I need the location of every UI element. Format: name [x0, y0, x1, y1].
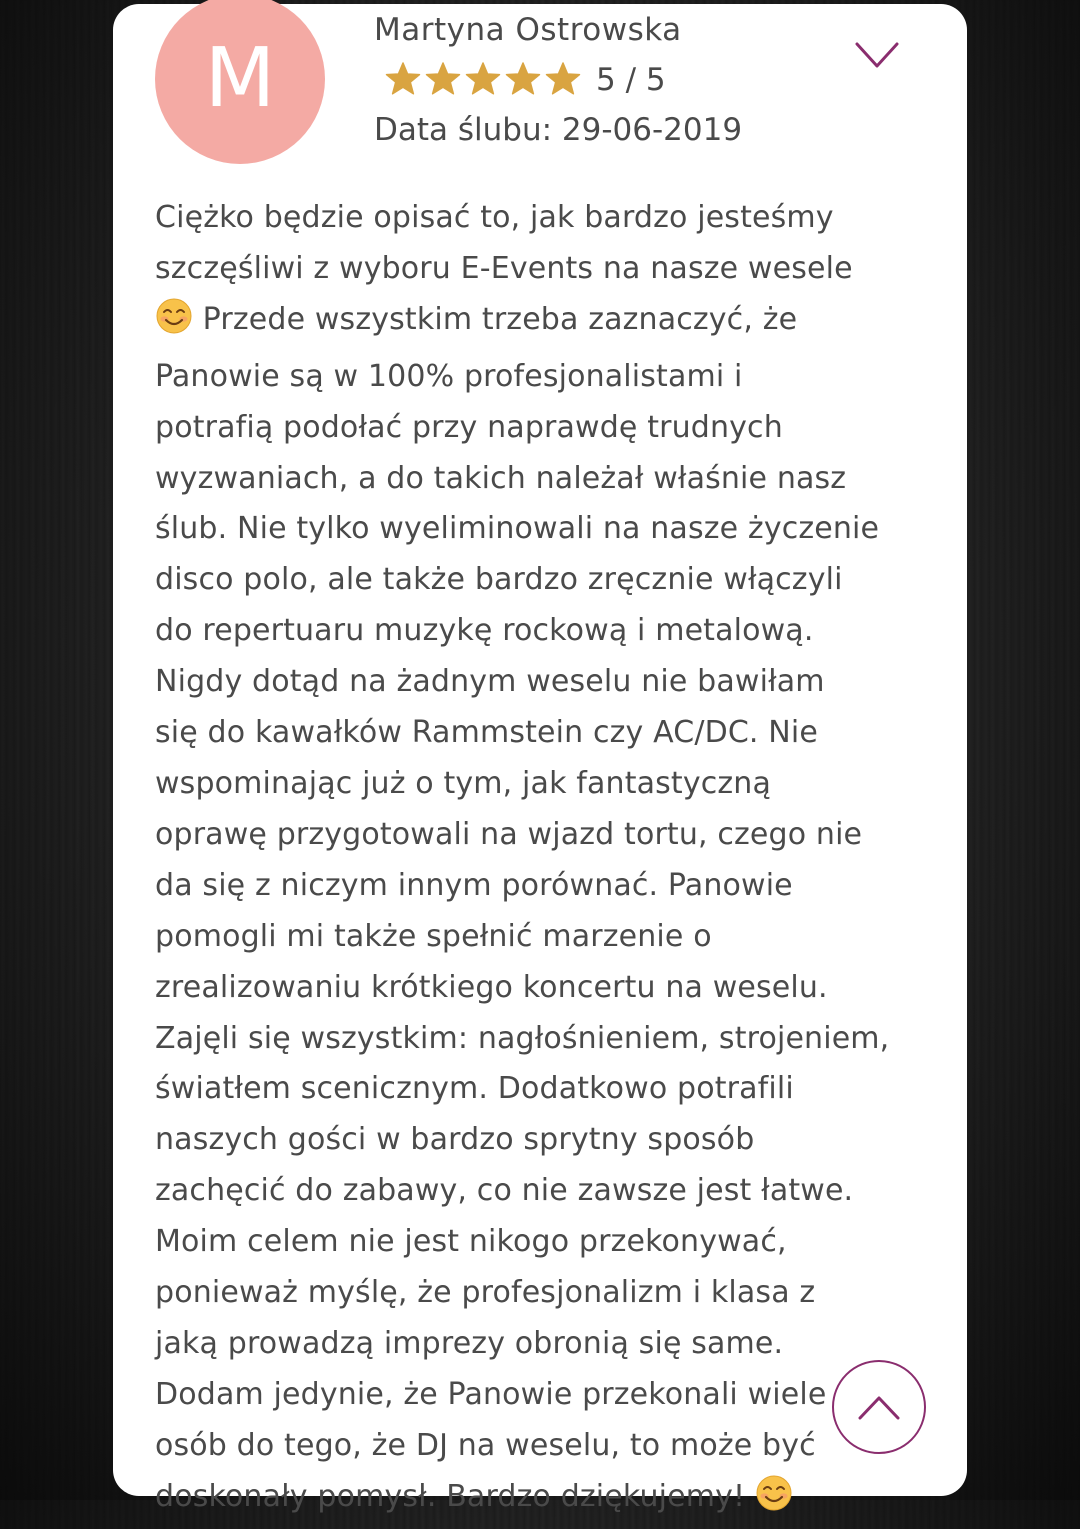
star-icon — [464, 61, 502, 99]
review-text-part2: Przede wszystkim trzeba zaznaczyć, że Panowie są w 100% profesjonalistami i potrafią podołać przy naprawdę trudnych wyzwaniach, a do takich należał właśnie nasz ślub. Nie tylko wyeliminowali na nasze życzenie disco polo, ale także bardzo zręcznie włączyli do repertuaru muzykę rockową i metalową. Nigdy dotąd na żadnym weselu nie bawiłam się do kawałków Rammstein czy AC/DC. Nie wspominając już o tym, jak fantastyczną oprawę przygotowali na wjazd tortu, czego nie da się z niczym innym porównać. Panowie pomogli mi także spełnić marzenie o zrealizowaniu krótkiego koncertu na weselu. Zajęli się wszystkim: nagłośnieniem, strojeniem, światłem scenicznym. Dodatkowo potrafili naszych gości w bardzo sprytny sposób zachęcić do zabawy, co nie zawsze jest łatwe. Moim celem nie jest nikogo przekonywać, ponieważ myślę, że profesjonalizm i klasa z jaką prowadzą imprezy obronią się same. Dodam jedynie, że Panowie przekonali wiele osób do tego, że DJ na weselu, to może być doskonały pomysł. Bardzo dziękujemy! — [155, 301, 890, 1514]
star-icon — [504, 61, 542, 99]
avatar-letter: M — [204, 31, 276, 126]
rating — [384, 58, 666, 102]
star-icon — [384, 61, 422, 99]
reviewer-name: Martyna Ostrowska — [374, 12, 682, 48]
star-icon — [544, 61, 582, 99]
chevron-down-icon — [849, 34, 905, 78]
smiling-face-emoji — [755, 1474, 793, 1529]
chevron-up-icon — [854, 1390, 904, 1424]
expand-review-button[interactable] — [849, 34, 905, 78]
review-card — [113, 4, 967, 1514]
avatar — [155, 0, 325, 164]
star-rating — [384, 61, 582, 99]
smiling-face-emoji — [155, 297, 193, 352]
scroll-to-top-button[interactable] — [832, 1360, 926, 1454]
review-text — [155, 193, 935, 1529]
wedding-date: Data ślubu: 29-06-2019 — [374, 112, 743, 148]
review-text-part1: Ciężko będzie opisać to, jak bardzo jesteśmy szczęśliwi z wyboru E-Events na nasze wesele — [155, 200, 853, 286]
rating-text: 5 / 5 — [596, 62, 666, 98]
star-icon — [424, 61, 462, 99]
